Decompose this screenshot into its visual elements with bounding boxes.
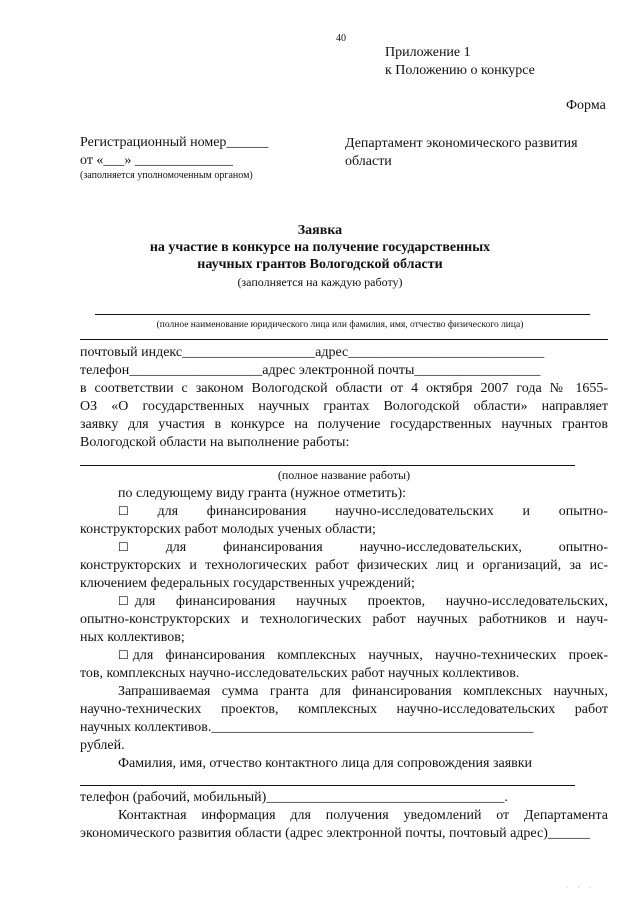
postal-address-field: почтовый индекс___________________адрес____________________________ [80, 345, 545, 360]
intro-line: ОЗ «О государственных научных грантах Вологодской области» направляет [80, 399, 608, 414]
grant-option-research-teams [118, 594, 608, 610]
option-word: для [165, 540, 187, 555]
registration-number: Регистрационный номер______ [80, 135, 269, 150]
amount-text-line: Запрашиваемая сумма гранта для финансирования комплексных научных, [118, 684, 608, 699]
intro-line: Вологодской области на выполнение работы: [80, 435, 350, 450]
amount-field: научных коллективов.______________________________________________ [80, 720, 534, 735]
applicant-name-note: (полное наименование юридического лица или фамилия, имя, отчество физического лица) [156, 320, 524, 330]
contact-person-label: Фамилия, имя, отчество контактного лица для сопровождения заявки [118, 756, 533, 771]
scan-artifact: · · · [566, 885, 595, 891]
appendix-subtitle: к Положению о конкурсе [385, 63, 535, 78]
option-text-line: ных коллективов; [80, 630, 185, 645]
registration-note: (заполняется уполномоченным органом) [80, 170, 253, 181]
work-name-line [80, 465, 575, 466]
document-title-line2: на участие в конкурсе на получение государственных [149, 240, 491, 255]
grant-option-individuals-organizations [118, 540, 608, 556]
option-word: финансирования [223, 540, 323, 555]
option-word: финансирования [206, 504, 307, 519]
option-word: и [522, 504, 531, 519]
contact-person-line [80, 785, 575, 786]
document-title-line3: научных грантов Вологодской области [197, 257, 443, 272]
option-word: опытно- [558, 540, 608, 555]
work-name-note: (полное название работы) [277, 468, 411, 482]
intro-line: в соответствии с законом Вологодской области от 4 октября 2007 года № 1655- [80, 381, 608, 396]
option-text-line: ключением федеральных государственных учреждений; [80, 576, 415, 591]
checkbox-icon[interactable]: ☐ [118, 648, 129, 662]
phone-email-field: телефон___________________адрес электронной почты__________________ [80, 363, 541, 378]
grant-type-intro: по следующему виду гранта (нужное отметить): [118, 486, 407, 501]
option-word: для финансирования комплексных научных, научно-технических проек- [132, 648, 608, 663]
grant-option-complex-projects [118, 648, 608, 664]
checkbox-icon[interactable]: ☐ [118, 504, 129, 518]
form-label: Форма [566, 98, 606, 113]
checkbox-icon[interactable]: ☐ [118, 540, 129, 554]
contact-info-line: Контактная информация для получения уведомлений от Департамента [118, 808, 608, 823]
option-word: для финансирования научных проектов, научно-исследовательских, [134, 594, 608, 609]
option-text-line: конструкторских работ молодых ученых области; [80, 522, 376, 537]
contact-info-line: экономического развития области (адрес электронной почты, почтовый адрес)______ [80, 826, 590, 841]
document-title: Заявка [297, 223, 343, 238]
option-word: научно-исследовательских, [359, 540, 522, 555]
grant-option-young-scientists [118, 504, 608, 520]
option-word: для [157, 504, 179, 519]
page-number: 40 [336, 33, 346, 44]
option-text-line: конструкторских и технологических работ физических лиц и организаций, за ис- [80, 558, 608, 573]
amount-currency: рублей. [80, 738, 125, 753]
intro-line: заявку для участия в конкурсе на получение государственных научных грантов [80, 417, 608, 432]
department-name: Департамент экономического развития области [345, 136, 578, 169]
option-word: опытно- [558, 504, 608, 519]
option-text-line: опытно-конструкторских и технологических работ научных работников и науч- [80, 612, 608, 627]
applicant-name-line [95, 314, 590, 315]
contact-phone-field: телефон (рабочий, мобильный)__________________________________. [80, 790, 508, 805]
applicant-name-line-2 [80, 339, 608, 340]
amount-text-line: научно-технических проектов, комплексных научно-исследовательских работ [80, 702, 608, 717]
appendix-title: Приложение 1 [385, 45, 471, 60]
option-word: научно-исследовательских [335, 504, 494, 519]
document-title-note: (заполняется на каждую работу) [237, 275, 403, 289]
registration-date: от «___» ______________ [80, 153, 233, 168]
checkbox-icon[interactable]: ☐ [118, 594, 129, 608]
option-text-line: тов, комплексных научно-исследовательских работ научных коллективов. [80, 666, 520, 681]
